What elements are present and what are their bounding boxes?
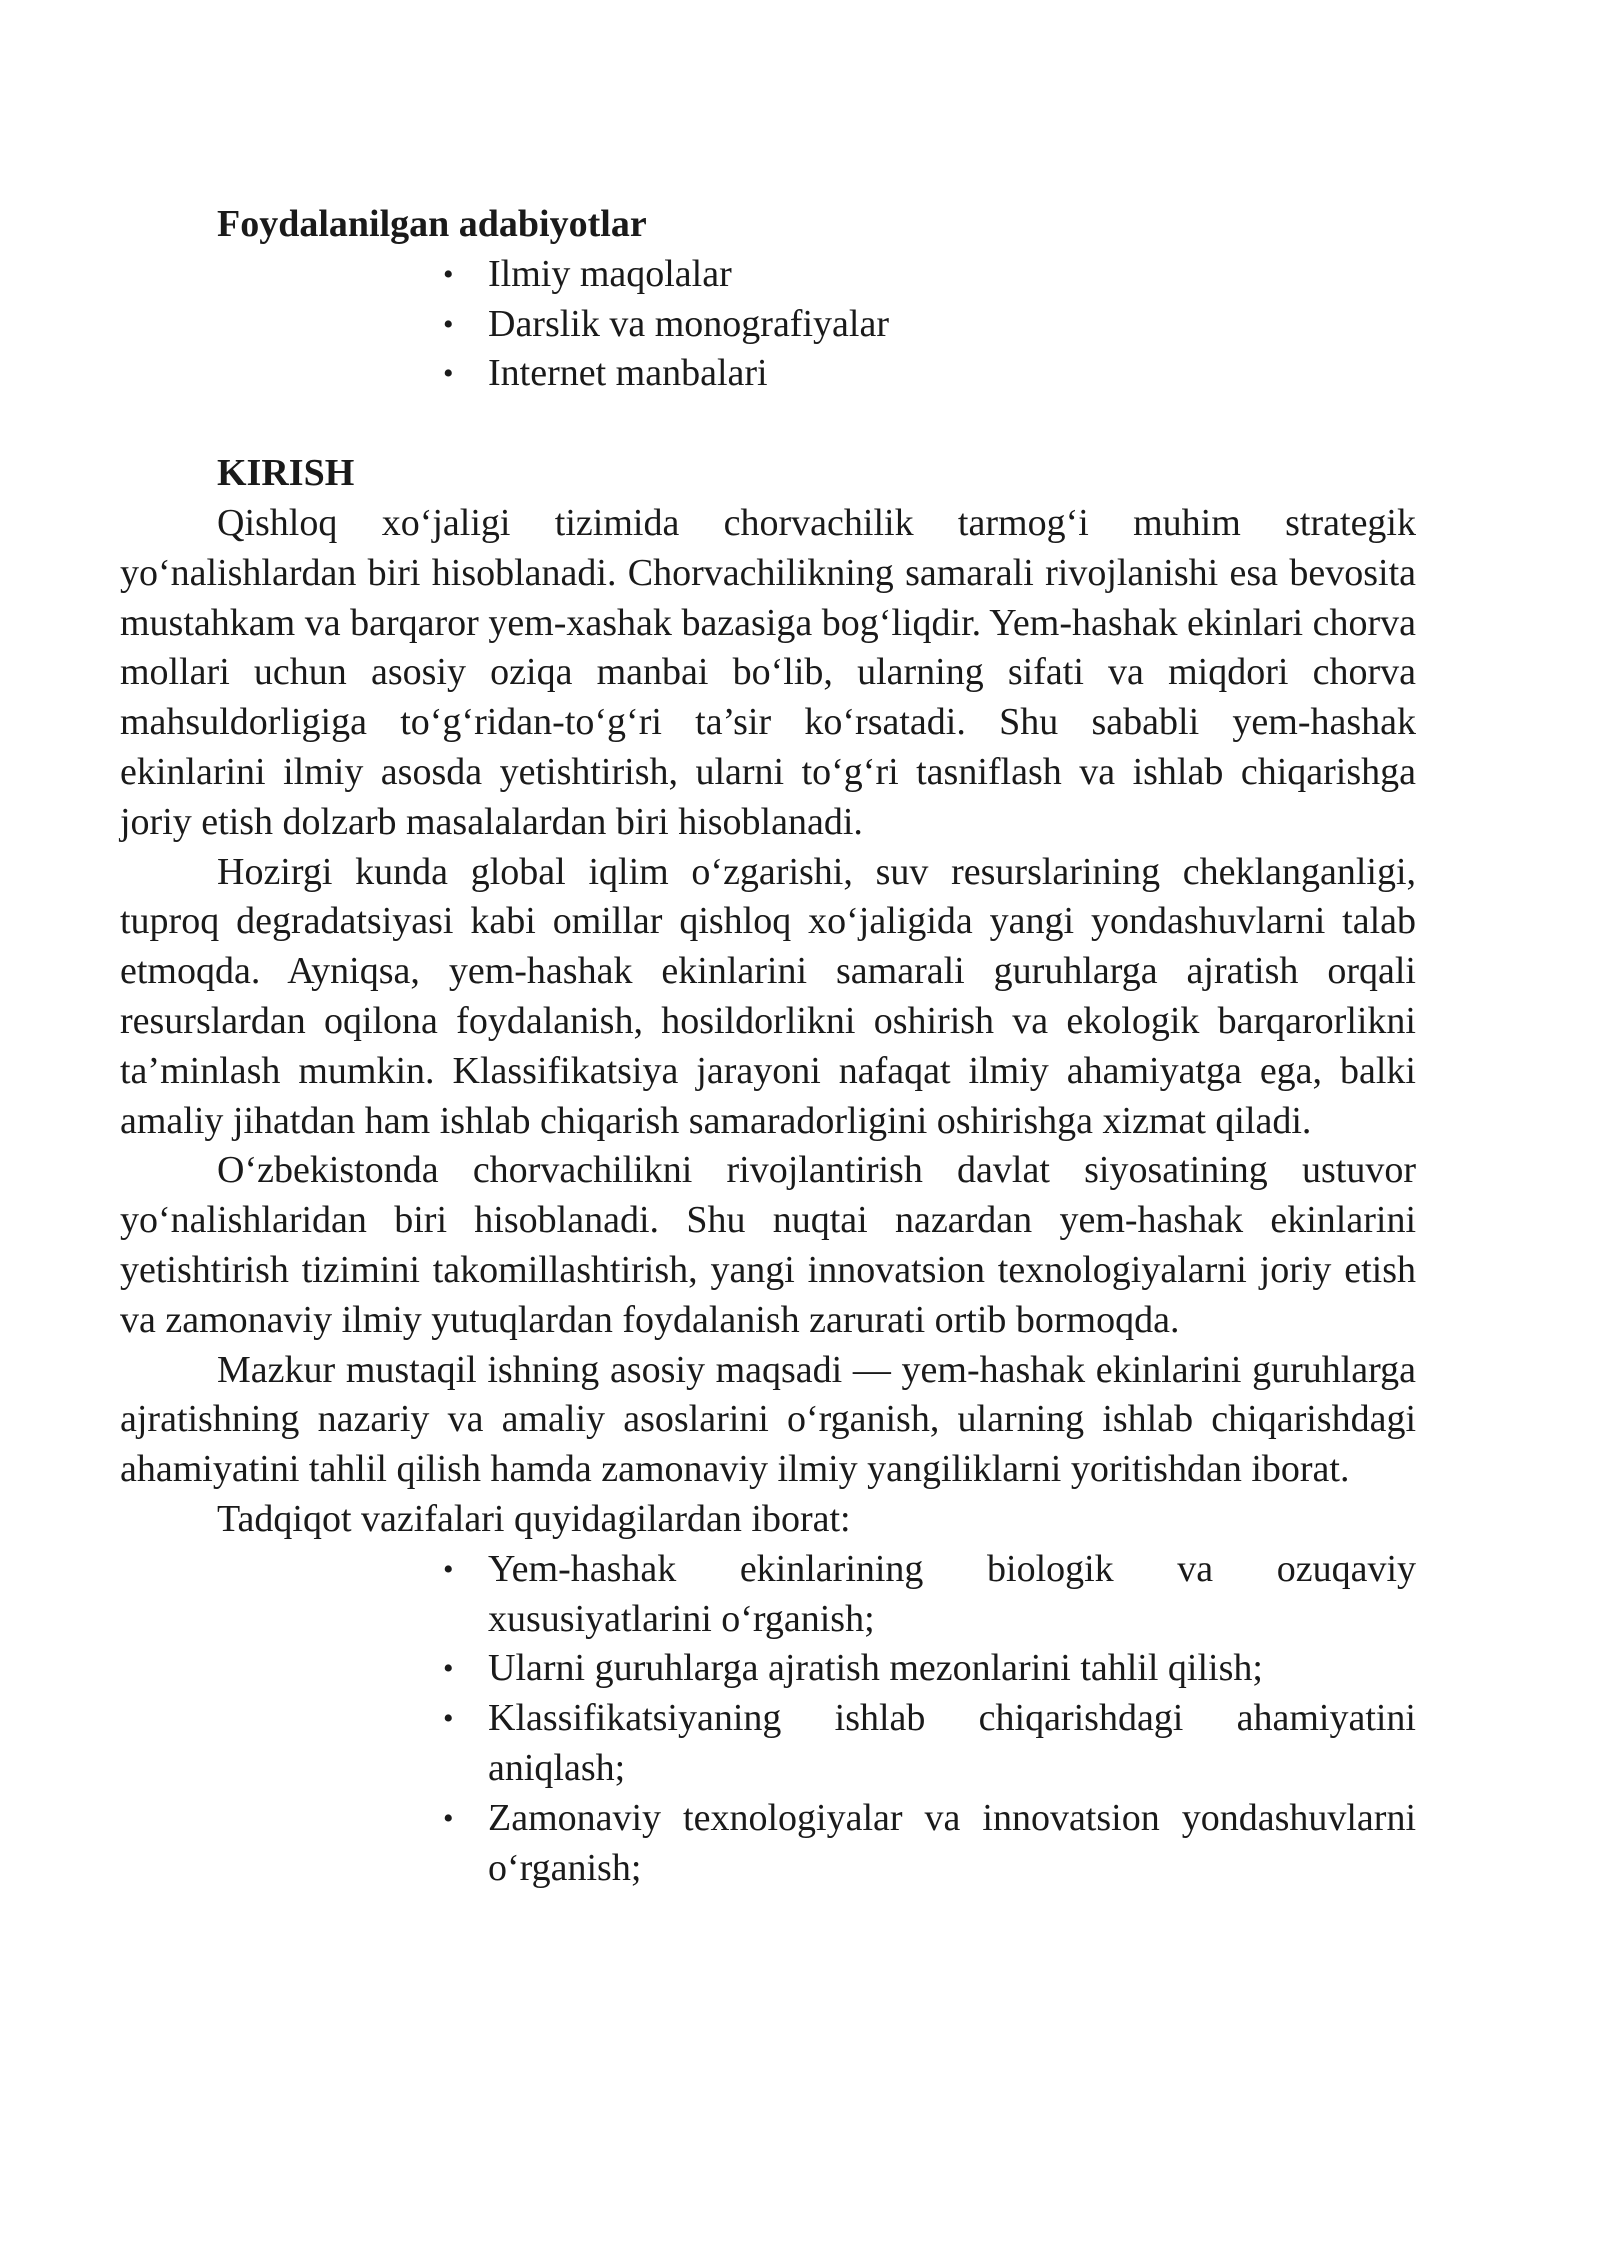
reference-item-text: Ilmiy maqolalar [488,252,732,295]
intro-paragraph: Hozirgi kunda global iqlim o‘zgarishi, suv resurslarining cheklanganligi, tuproq degradatsiyasi kabi omillar qishloq xo‘jaligida yangi yondashuvlarni talab etmoqda. Ayniqsa, yem-hashak ekinlarini samarali guruhlarga ajratish orqali resurslardan oqilona foydalanish, hosildorlikni oshirish va ekologik barqarorlikni ta’minlash mumkin. Klassifikatsiya jarayoni nafaqat ilmiy ahamiyatga ega, balki amaliy jihatdan ham ishlab chiqarish samaradorligini oshirishga xizmat qiladi. [120,850,1416,1142]
intro-paragraph: O‘zbekistonda chorvachilikni rivojlantirish davlat siyosatining ustuvor yo‘nalishlaridan biri hisoblanadi. Shu nuqtai nazardan yem-hashak ekinlarini yetishtirish tizimini takomillashtirish, yangi innovatsion texnologiyalarni joriy etish va zamonaviy ilmiy yutuqlardan foydalanish zarurati ortib bormoqda. [120,1149,1416,1341]
references-heading: Foydalanilgan adabiyotlar [217,203,647,245]
reference-item [443,300,1416,350]
bullet-icon: • [443,1801,454,1835]
bullet-icon: • [443,1702,454,1736]
reference-item [443,349,1416,399]
intro-paragraph: Qishloq xo‘jaligi tizimida chorvachilik tarmog‘i muhim strategik yo‘nalishlardan biri hisoblanadi. Chorvachilikning samarali rivojlanishi esa bevosita mustahkam va barqaror yem-xashak bazasiga bog‘liqdir. Yem-hashak ekinlari chorva mollari uchun asosiy oziqa manbai bo‘lib, ularning sifati va miqdori chorva mahsuldorligiga to‘g‘ridan-to‘g‘ri ta’sir ko‘rsatadi. Shu sababli yem-hashak ekinlarini ilmiy asosda yetishtirish, ularni to‘g‘ri tasniflash va ishlab chiqarishga joriy etish dolzarb masalalardan biri hisoblanadi. [120,501,1416,843]
reference-item-text: Internet manbalari [488,352,768,395]
task-item-text: Ularni guruhlarga ajratish mezonlarini tahlil qilish; [488,1647,1263,1690]
task-item [443,1644,1416,1694]
reference-item-text: Darslik va monografiyalar [488,302,889,345]
bullet-icon: • [443,1552,454,1586]
task-item-text: Zamonaviy texnologiyalar va innovatsion yondashuvlarni o‘rganish; [488,1796,1416,1889]
task-item [443,1794,1416,1894]
document-page [120,200,1416,1893]
task-item-text: Klassifikatsiyaning ishlab chiqarishdagi ahamiyatini aniqlash; [488,1697,1416,1789]
intro-paragraph: Tadqiqot vazifalari quyidagilardan iborat: [217,1497,851,1540]
bullet-icon: • [443,257,454,291]
intro-paragraph: Mazkur mustaqil ishning asosiy maqsadi — yem-hashak ekinlarini guruhlarga ajratishning nazariy va amaliy asoslarini o‘rganish, ularning ishlab chiqarishdagi ahamiyatini tahlil qilish hamda zamonaviy ilmiy yangiliklarni yoritishdan iborat. [120,1348,1416,1491]
task-item [443,1694,1416,1794]
references-list [120,250,1416,399]
task-item [443,1545,1416,1645]
reference-item [443,250,1416,300]
task-item-text: Yem-hashak ekinlarining biologik va ozuqaviy xususiyatlarini o‘rganish; [488,1547,1416,1640]
bullet-icon: • [443,1652,454,1686]
bullet-icon: • [443,307,454,341]
intro-heading: KIRISH [217,452,355,495]
tasks-list [120,1545,1416,1894]
bullet-icon: • [443,357,454,391]
